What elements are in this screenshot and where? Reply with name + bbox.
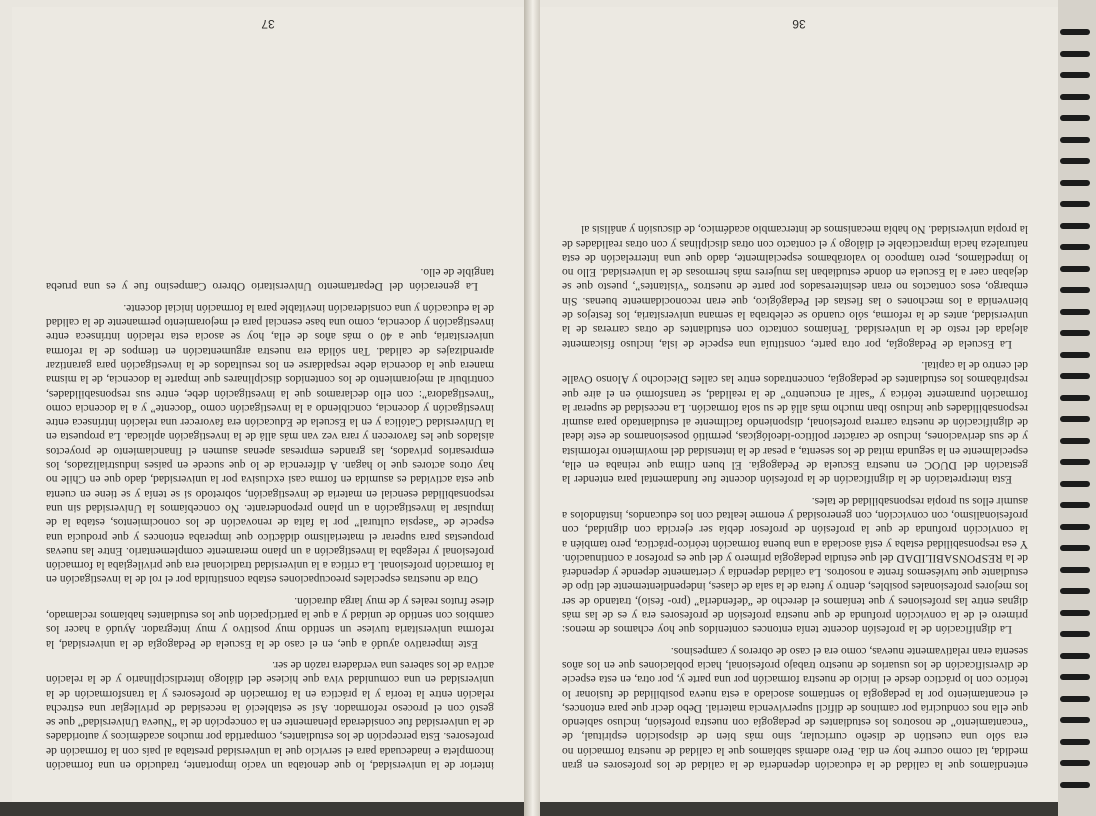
spiral-ring [1060,417,1090,423]
spiral-ring [1060,718,1090,724]
spiral-ring [1060,653,1090,659]
spiral-ring [1060,524,1090,530]
page-37-text [46,265,494,772]
page-36 [540,7,1058,802]
spiral-ring [1060,73,1090,79]
spiral-ring [1060,481,1090,487]
page-37 [12,7,524,802]
spiral-ring [1060,51,1090,57]
spiral-ring [1060,137,1090,143]
page-36-text [562,222,1028,772]
spiral-ring [1060,739,1090,745]
paragraph: La Escuela de Pedagogía, por otra parte, constituía una especie de isla, incluso físicamente alejada del resto de la universidad. Teníamos contacto con estudiantes de otras carreras de la universidad, antes de la reforma, sólo cuando se celebraba la semana universitaria, los festejos de bienvenida a los mechones o las fiestas del Pedagógico, que eran reconocidamente buenas. Sin embargo, esos contactos no eran desinteresados por parte de nuestros “visitantes”, puesto que se dejaban caer a la Escuela en donde estudiaban las mujeres más hermosas de la universidad. Ello no lo impedíamos, pero tampoco lo valorábamos especialmente, dado que una interrelación de esta naturaleza hacia impracticable el diálogo y el contacto con otras disciplinas y con otras realidades de la propia universidad. No había mecanismos de intercambio académico, de discusión y análisis al [562,223,1028,351]
spiral-ring [1060,30,1090,36]
spiral-ring [1060,180,1090,186]
spiral-ring [1060,245,1090,251]
spiral-ring [1060,352,1090,358]
spiral-ring [1060,288,1090,294]
spiral-ring [1060,782,1090,788]
spiral-ring [1060,374,1090,380]
gutter [524,0,540,816]
page-number: 37 [261,17,275,31]
spiral-ring [1060,675,1090,681]
spiral-ring [1060,438,1090,444]
page-number: 36 [792,17,806,31]
spiral-ring [1060,567,1090,573]
paragraph: La generación del Departamento Universitario Obrero Campesino fue y es una prueba tangible de ello. [46,266,494,294]
spiral-ring [1060,94,1090,100]
paragraph: Esta interpretación de la dignificación de la profesión docente fue fundamental para entender la gestación del DUOC en nuestra Escuela de Pedagogía. El buen clima que reinaba en ella, especialmente en la segunda mitad de los sesenta, a pesar de la intensidad del movimiento reformista y de sus derivaciones, incluso de carácter político-ideológicas, permitió posesionarnos de este ideal de dignificación de nuestra carrera profesional, disponiendo facilmente al estudiantado para asumir responsabilidades que incluso iban mucho más allá de su sola formación. La necesidad de superar la formación puramente teórica y “salir al encuentro” de la realidad, se transformó en el aire que respirábamos los estudiantes de pedagogía, concentrados entre las calles Dieciocho y Alonso Ovalle del centro de la capital. [562,358,1028,487]
spiral-ring [1060,589,1090,595]
spiral-ring [1060,223,1090,229]
paragraph: interior de la universidad, lo que denotaba un vacío importante, traducido en una formación incompleta e inadecuada para el servicio que la universidad prestaba al país con la formación de profesores. Esta percepción de los estudiantes, compartida por muchos académicos y autoridades de la universidad fue considerada plenamente en la concepción de la “Nueva Universidad” que se gestó con el proceso reformador. Así se estableció la necesidad de privilegiar una estrecha relación entre la teoría y la práctica en la formación de profesores y la transformación de la universidad en una comunidad viva que hiciese del diálogo interdisciplinario y de la relación activa de los saberes una verdadera razón de ser. [46,658,494,772]
spiral-ring [1060,266,1090,272]
spiral-ring [1060,460,1090,466]
paragraph: La dignificación de la profesión docente tenía entonces contenidos que hoy echamos de menos: primero el de la convicción profunda de que nuestra profesión de profesores era y es de las más dignas entre las profesiones y que teníamos el derecho de “defenderla” (pro- fesio), tratando de ser los mejores profesionales posibles, dentro y fuera de la sala de clases, independientemente del tipo de estudiante que tuviésemos frente a nosotros. La calidad dependía y ciertamente depende y dependerá de la RESPONSABILIDAD del que estudia pedagogía primero y del que es profesor a continuación. Y esa responsabilidad estaba y está asociada a una buena formación teórico-práctica, pero también a la convicción profunda de que la profesión de profesor debía ser ejercida con dignidad, con profesionalismo, con convicción, con generosidad y enorme lealtad con los educandos, instándolos a asumir ellos su propia responsabilidad de tales. [562,494,1028,637]
spiral-ring [1060,331,1090,337]
spiral-ring [1060,309,1090,315]
spiral-ring [1060,503,1090,509]
spiral-ring [1060,761,1090,767]
spiral-ring [1060,202,1090,208]
spiral-ring [1060,116,1090,122]
paragraph: Otra de nuestras especiales preocupaciones estaba constituida por el rol de la investigación en la formación profesional. La crítica a la universidad tradicional era que privilegiaba la formación profesional y relegaba la investigación a un plano meramente complementario. Entre las nuevas propuestas para superar el materialismo didáctico que imperaba entonces y que producía una especie de “asepsia cultural” por la falta de renovación de los conocimientos, estaba la de impulsar la investigación a un plano preponderante. No concebíamos la Universidad sin una responsabilidad esencial en materia de investigación, sobretodo si se tenía y se tiene en cuenta que esta actividad es asumida en forma casi exclusiva por la universidad, dado que en Chile no hay otros actores que lo hagan. A diferencia de lo que sucede en países industrializados, los empresarios privados, las grandes empresas apenas asumen el financiamiento de proyectos aislados que les favorecen y rara vez van más allá de la investigación aplicada. La propuesta en la Universidad Católica y en la Escuela de Educación era favorecer una relación intrínseca entre investigación y docencia, concibiendo a la investigación como “docente” y a la docencia como “investigadora”: con ello declaramos que la investigación debe, entre sus responsabilidades, contribuir al mejoramiento de los contenidos disciplinares que imparte la docencia, de la misma manera que la docencia debe respaldarse en los resultados de la investigación para garantizar aprendizajes de calidad. Tan sólida era nuestra argumentación en tiempos de la reforma universitaria, que a 40 o más años de ella, hoy se asocia esta relación intrínseca entre investigación y docencia, como una base esencial para el mejoramiento permanente de la calidad de la educación y una consideración inevitable para la formación inicial docente. [46,301,494,587]
spiral-ring [1060,546,1090,552]
spiral-ring [1060,632,1090,638]
paragraph: Este imperativo ayudó a que, en el caso de la Escuela de Pedagogía de la universidad, la reforma universitaria tuviese un sentido muy positivo y muy integrador. Ayudó a hacer los cambios con sentido de unidad y a que la participación que los estudiantes habíamos reclamado, diese frutos reales y de muy larga duración. [46,594,494,651]
spiral-ring [1060,159,1090,165]
paragraph: entendíamos que la calidad de la educación dependería de la calidad de los profesores en gran medida, tal como ocurre hoy en día. Pero además sabíamos que la calidad de nuestra formación no era sólo una cuestión de diseño curricular, sino más bien de disposición espiritual, de “encantamiento” de nosotros los estudiantes de pedagogía con nuestra profesión, incluso sabiendo que ella nos conduciría por caminos de difícil supervivencia material. Debo decir que para entonces, el encantamiento por la pedagogía lo sentíamos asociado a esta nueva posibilidad de fusionar lo teórico con lo práctico desde el inicio de nuestra formación por una parte y, por otra, en esta especie de diversificación de los usuarios de nuestro trabajo profesional, hacia poblaciones que en los años sesenta eran relativamente nuevas, como era el caso de obreros y campesinos. [562,644,1028,772]
spiral-ring [1060,696,1090,702]
spiral-binding [1058,0,1096,816]
spiral-ring [1060,610,1090,616]
spiral-ring [1060,395,1090,401]
